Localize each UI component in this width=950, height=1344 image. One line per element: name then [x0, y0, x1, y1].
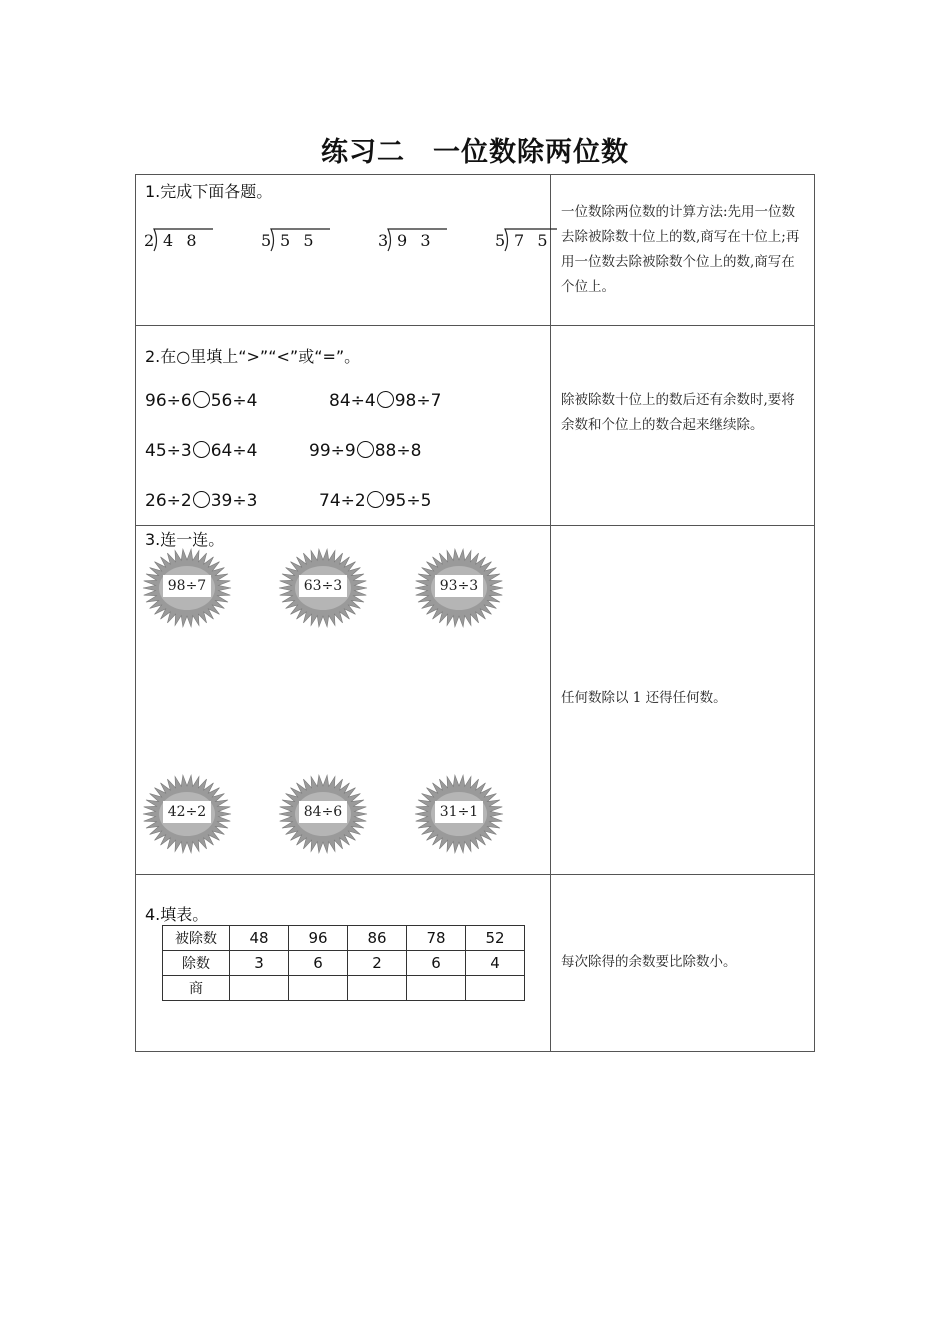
- table-cell: 6: [289, 951, 348, 976]
- compare-left: 45÷3: [145, 441, 192, 461]
- compare-item[interactable]: [309, 441, 421, 461]
- answer-cell[interactable]: [230, 976, 289, 1001]
- table-cell: 3: [230, 951, 289, 976]
- exercise-grid: [135, 174, 815, 1052]
- table-cell: 78: [407, 926, 466, 951]
- compare-item[interactable]: [329, 391, 441, 411]
- row-label: 被除数: [163, 926, 230, 951]
- table-cell: 96: [289, 926, 348, 951]
- table-row: [163, 976, 525, 1001]
- flower-card[interactable]: [278, 774, 368, 854]
- divisor: 2: [144, 231, 155, 250]
- table-cell: 6: [407, 951, 466, 976]
- compare-right: 98÷7: [394, 391, 442, 411]
- dividend: 7 5: [514, 231, 549, 250]
- answer-circle[interactable]: [357, 441, 374, 458]
- title-part2: 一位数除两位数: [433, 137, 629, 168]
- compare-left: 74÷2: [319, 491, 366, 511]
- row-divider: [136, 325, 814, 326]
- q4-title: 4.填表。: [145, 905, 209, 924]
- row-divider: [136, 525, 814, 526]
- answer-cell[interactable]: [407, 976, 466, 1001]
- table-cell: 52: [466, 926, 525, 951]
- fill-table: [162, 925, 525, 1001]
- answer-circle[interactable]: [193, 441, 210, 458]
- compare-right: 88÷8: [374, 441, 422, 461]
- compare-left: 99÷9: [309, 441, 356, 461]
- compare-right: 39÷3: [210, 491, 258, 511]
- table-cell: 2: [348, 951, 407, 976]
- answer-circle[interactable]: [377, 391, 394, 408]
- flower-expression: 63÷3: [299, 575, 347, 597]
- q2-title: 2.在○里填上“>”“<”或“=”。: [145, 347, 361, 366]
- page-title: [0, 130, 950, 169]
- dividend: 5 5: [280, 231, 315, 250]
- table-cell: 48: [230, 926, 289, 951]
- flower-card[interactable]: [142, 548, 232, 628]
- title-part1: 练习二: [321, 137, 405, 168]
- table-cell: 86: [348, 926, 407, 951]
- q1-title: 1.完成下面各题。: [145, 182, 273, 201]
- row-label: 商: [163, 976, 230, 1001]
- row-divider: [136, 874, 814, 875]
- compare-left: 96÷6: [145, 391, 192, 411]
- compare-item[interactable]: [319, 491, 431, 511]
- dividend: 9 3: [397, 231, 432, 250]
- flower-card[interactable]: [142, 774, 232, 854]
- flower-expression: 42÷2: [163, 801, 211, 823]
- answer-circle[interactable]: [193, 491, 210, 508]
- row-label: 除数: [163, 951, 230, 976]
- answer-circle[interactable]: [193, 391, 210, 408]
- compare-right: 56÷4: [210, 391, 258, 411]
- compare-item[interactable]: [145, 491, 257, 511]
- compare-left: 84÷4: [329, 391, 376, 411]
- answer-cell[interactable]: [348, 976, 407, 1001]
- column-divider: [550, 175, 551, 1051]
- answer-cell[interactable]: [289, 976, 348, 1001]
- flower-card[interactable]: [278, 548, 368, 628]
- divisor: 3: [378, 231, 389, 250]
- flower-card[interactable]: [414, 774, 504, 854]
- divisor: 5: [261, 231, 272, 250]
- q3-note: 任何数除以 1 还得任何数。: [561, 690, 727, 706]
- flower-expression: 84÷6: [299, 801, 347, 823]
- q4-note: 每次除得的余数要比除数小。: [561, 954, 737, 970]
- table-row: [163, 926, 525, 951]
- q1-note: 一位数除两位数的计算方法:先用一位数去除被除数十位上的数,商写在十位上;再用一位数去除被除数个位上的数,商写在个位上。: [561, 204, 800, 295]
- compare-right: 95÷5: [384, 491, 432, 511]
- table-cell: 4: [466, 951, 525, 976]
- compare-left: 26÷2: [145, 491, 192, 511]
- compare-right: 64÷4: [210, 441, 258, 461]
- flower-expression: 31÷1: [435, 801, 483, 823]
- dividend: 4 8: [163, 231, 198, 250]
- answer-circle[interactable]: [367, 491, 384, 508]
- q2-note: 除被除数十位上的数后还有余数时,要将余数和个位上的数合起来继续除。: [561, 392, 795, 433]
- flower-expression: 98÷7: [163, 575, 211, 597]
- flower-card[interactable]: [414, 548, 504, 628]
- flower-expression: 93÷3: [435, 575, 483, 597]
- compare-item[interactable]: [145, 391, 257, 411]
- q3-title: 3.连一连。: [145, 530, 225, 549]
- divisor: 5: [495, 231, 506, 250]
- table-row: [163, 951, 525, 976]
- compare-item[interactable]: [145, 441, 257, 461]
- answer-cell[interactable]: [466, 976, 525, 1001]
